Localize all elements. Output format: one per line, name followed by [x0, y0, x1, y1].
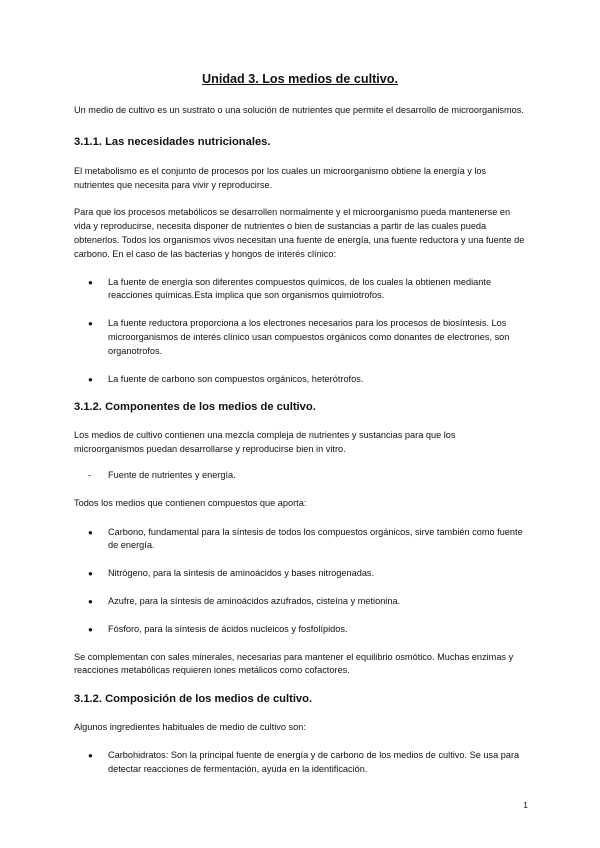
paragraph-ingredientes: Algunos ingredientes habituales de medio de cultivo son: [74, 722, 306, 733]
paragraph-metabolismo: El metabolismo es el conjunto de procesos por los cuales un microorganismo obtiene la energía y los nutrientes que necesita para vivir y reproducirse. [74, 165, 487, 190]
paragraph-mezcla: Los medios de cultivo contienen una mezcla compleja de nutrientes y sustancias para que los microorganismos puedan desarrollarse y reproducirse bien in vitro. [74, 430, 456, 455]
list-item [74, 373, 526, 387]
paragraph-sales-minerales: Se complementan con sales minerales, necesarias para mantener el equilibrio osmótico. Muchas enzimas y reacciones metabólicas requieren iones metálicos como cofactores. [74, 651, 514, 676]
bullet-icon: ● [88, 624, 93, 634]
bullet-icon: ● [88, 750, 93, 760]
bullet-list-elementos [74, 526, 526, 637]
list-item-text: Fósforo, para la síntesis de ácidos nucleicos y fosfolípidos. [108, 623, 348, 634]
section-heading-necesidades: 3.1.1. Las necesidades nutricionales. [74, 135, 271, 148]
paragraph-aporta: Todos los medios que contienen compuestos que aporta: [74, 497, 307, 508]
list-item [74, 276, 526, 304]
section-heading-composicion: 3.1.2. Composición de los medios de cultivo. [74, 693, 313, 706]
list-item-text: Fuente de nutrientes y energía. [108, 469, 236, 480]
section-heading-componentes: 3.1.2. Componentes de los medios de cultivo. [74, 401, 316, 414]
bullet-list-fuentes [74, 276, 526, 387]
list-item-text: Nitrógeno, para la síntesis de aminoácidos y bases nitrogenadas. [108, 568, 375, 579]
list-item-text: La fuente de energía son diferentes compuestos químicos, de los cuales la obtienen mediante reacciones químicas.Esta implica que son organismos quimiotrofos. [108, 276, 492, 301]
list-item [74, 317, 526, 358]
list-item-text: Carbono, fundamental para la síntesis de todos los compuestos orgánicos, sirve también como fuente de energía. [108, 526, 523, 551]
list-item [74, 567, 526, 581]
list-item [74, 469, 526, 483]
list-item-text: La fuente reductora proporciona a los electrones necesarios para los procesos de biosíntesis. Los microorganismos de interés clínico usan compuestos orgánicos como donantes de electrones, son organotrofos. [108, 318, 510, 356]
dash-icon: - [88, 469, 91, 480]
bullet-icon: ● [88, 527, 93, 537]
intro-paragraph: Un medio de cultivo es un sustrato o una solución de nutrientes que permite el desarrollo de microorganismos. [74, 105, 524, 115]
list-item-text: Carbohidratos: Son la principal fuente de energía y de carbono de los medios de cultivo. Se usa para detectar reacciones de fermentación, ayuda en la identificación. [108, 749, 520, 774]
page-title: Unidad 3. Los medios de cultivo. [202, 72, 398, 86]
dash-list [74, 469, 526, 483]
list-item [74, 623, 526, 637]
list-item [74, 749, 526, 777]
paragraph-procesos: Para que los procesos metabólicos se desarrollen normalmente y el microorganismo pueda mantenerse en vida y reproducirse, necesita disponer de nutrientes o bien de sustancias a partir de las cuales pueda obtenerlos. Todos los organismos vivos necesitan una fuente de energía, una fuente reductora y una fuente de carbono. En el caso de las bacterias y hongos de interés clínico: [74, 207, 525, 259]
page-number: 1 [523, 800, 528, 810]
bullet-icon: ● [88, 374, 93, 384]
list-item [74, 595, 526, 609]
bullet-icon: ● [88, 319, 93, 329]
list-item-text: Azufre, para la síntesis de aminoácidos azufrados, cisteína y metionina. [108, 595, 401, 606]
bullet-list-ingredientes [74, 749, 526, 777]
bullet-icon: ● [88, 596, 93, 606]
bullet-icon: ● [88, 569, 93, 579]
bullet-icon: ● [88, 277, 93, 287]
list-item-text: La fuente de carbono son compuestos orgánicos, heterótrofos. [108, 373, 364, 384]
list-item [74, 526, 526, 554]
